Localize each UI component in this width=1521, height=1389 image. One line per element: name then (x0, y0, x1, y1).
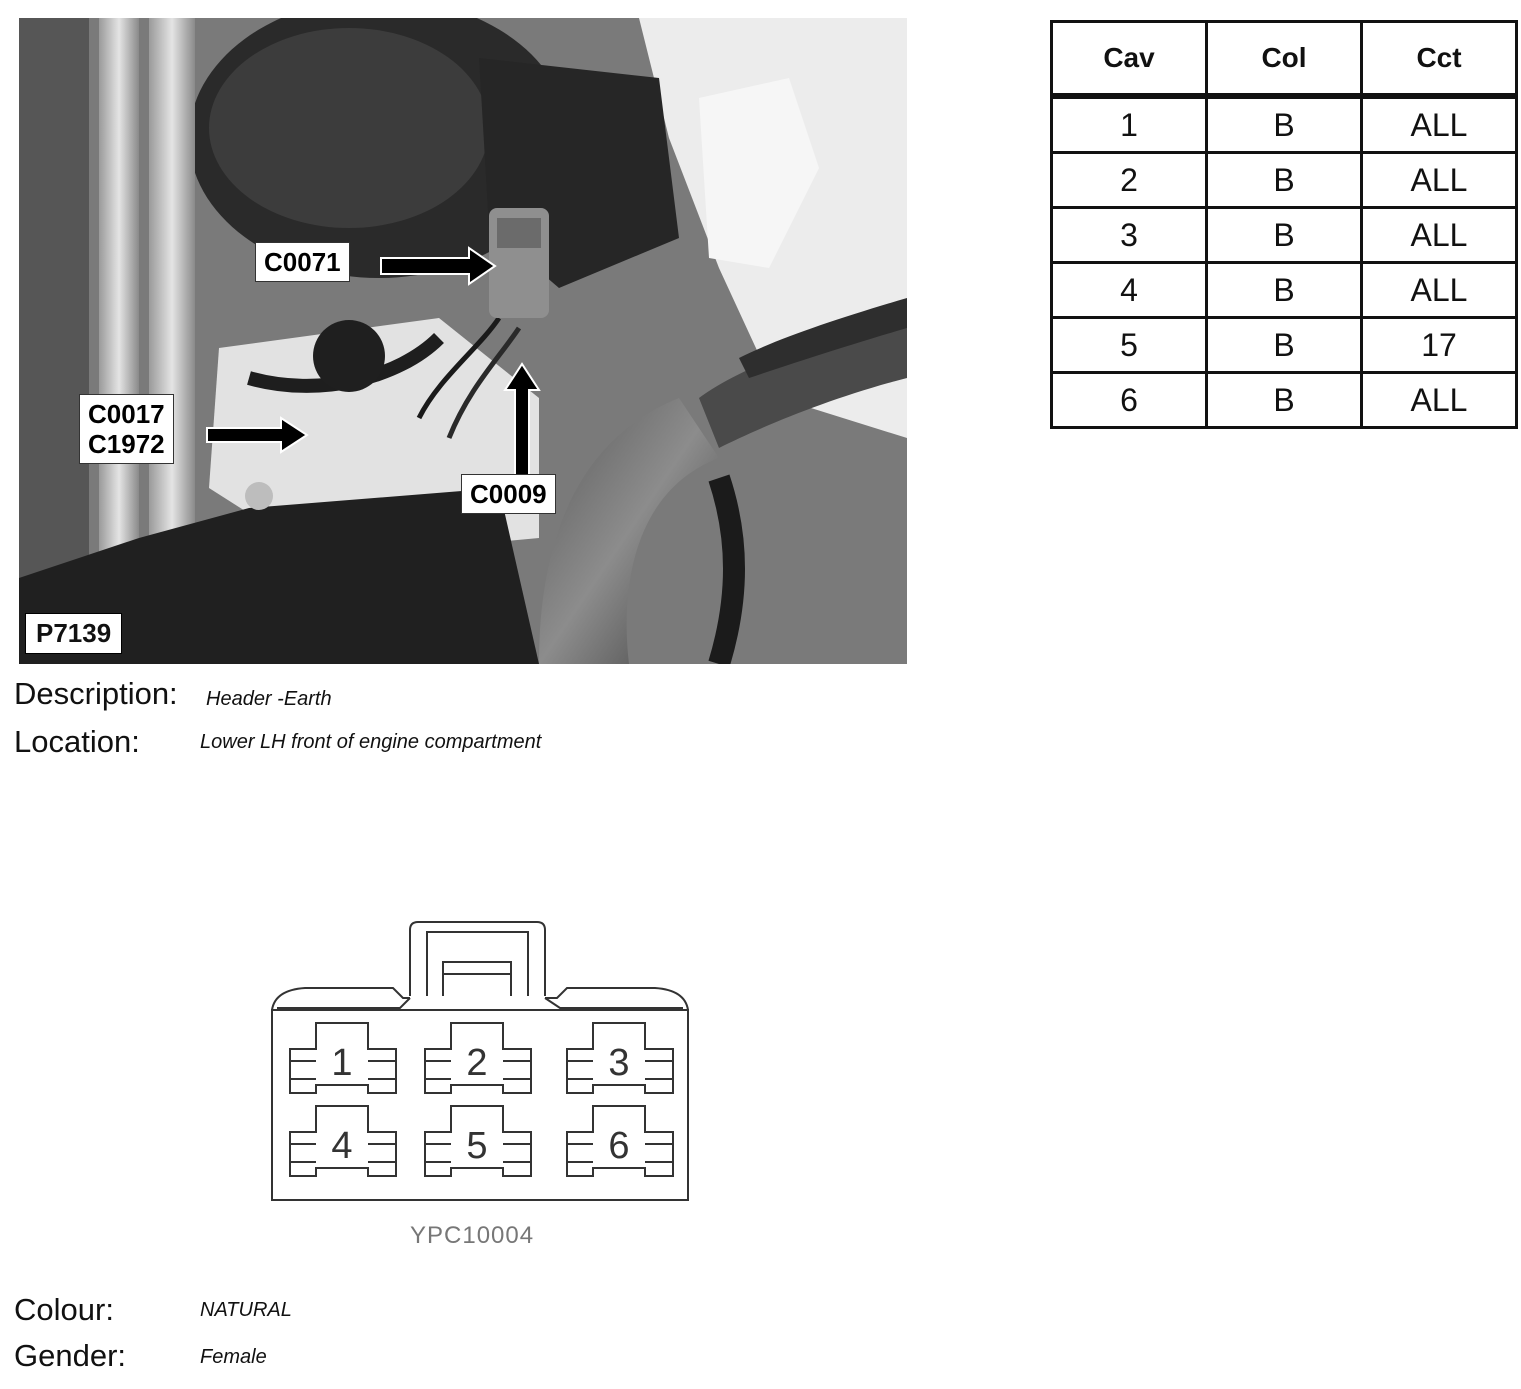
cell-col: B (1207, 208, 1362, 263)
cavity-label-3: 3 (608, 1042, 630, 1084)
table-row (1052, 263, 1517, 318)
cell-cav: 4 (1052, 263, 1207, 318)
table-header-row (1052, 22, 1517, 97)
cell-col: B (1207, 373, 1362, 428)
cell-cav: 2 (1052, 153, 1207, 208)
cavity-label-5: 5 (466, 1125, 488, 1167)
cell-cct: ALL (1362, 373, 1517, 428)
callout-c0071-label: C0071 (264, 247, 341, 277)
callout-c1972-label: C1972 (88, 429, 165, 459)
cell-col: B (1207, 96, 1362, 153)
callout-c0017-c1972 (79, 394, 174, 464)
callout-c0017-label: C0017 (88, 399, 165, 429)
location-value: Lower LH front of engine compartment (200, 731, 542, 753)
description-label: Description: (14, 676, 178, 711)
location-label: Location: (14, 724, 140, 759)
callout-c0009-label: C0009 (470, 479, 547, 509)
header-cct: Cct (1362, 22, 1517, 97)
colour-value: NATURAL (200, 1299, 292, 1321)
cell-col: B (1207, 153, 1362, 208)
cell-cav: 6 (1052, 373, 1207, 428)
cell-cav: 5 (1052, 318, 1207, 373)
table-row (1052, 153, 1517, 208)
cell-cct: ALL (1362, 96, 1517, 153)
callout-c0009 (461, 474, 556, 514)
header-col: Col (1207, 22, 1362, 97)
cell-cav: 1 (1052, 96, 1207, 153)
cell-cct: ALL (1362, 153, 1517, 208)
engine-bay-image (19, 18, 907, 664)
table-row (1052, 208, 1517, 263)
pinout-table (1050, 20, 1518, 429)
table-row (1052, 373, 1517, 428)
cavity-label-6: 6 (608, 1125, 630, 1167)
cell-cav: 3 (1052, 208, 1207, 263)
connector-location-photo (19, 18, 907, 664)
gender-label: Gender: (14, 1338, 127, 1373)
table-row (1052, 96, 1517, 153)
colour-label: Colour: (14, 1292, 114, 1327)
cell-cct: 17 (1362, 318, 1517, 373)
cell-col: B (1207, 318, 1362, 373)
table-row (1052, 318, 1517, 373)
cavity-label-4: 4 (331, 1125, 353, 1167)
cavity-label-1: 1 (331, 1042, 353, 1084)
gender-value: Female (200, 1346, 267, 1368)
cell-cct: ALL (1362, 263, 1517, 318)
cavity-label-2: 2 (466, 1042, 488, 1084)
description-value: Header -Earth (206, 688, 332, 710)
cell-cct: ALL (1362, 208, 1517, 263)
header-cav: Cav (1052, 22, 1207, 97)
cell-col: B (1207, 263, 1362, 318)
callout-c0071 (255, 242, 350, 282)
connector-part-code: YPC10004 (410, 1222, 535, 1249)
connector-face-diagram (265, 918, 695, 1208)
photo-id-label: P7139 (25, 613, 122, 654)
